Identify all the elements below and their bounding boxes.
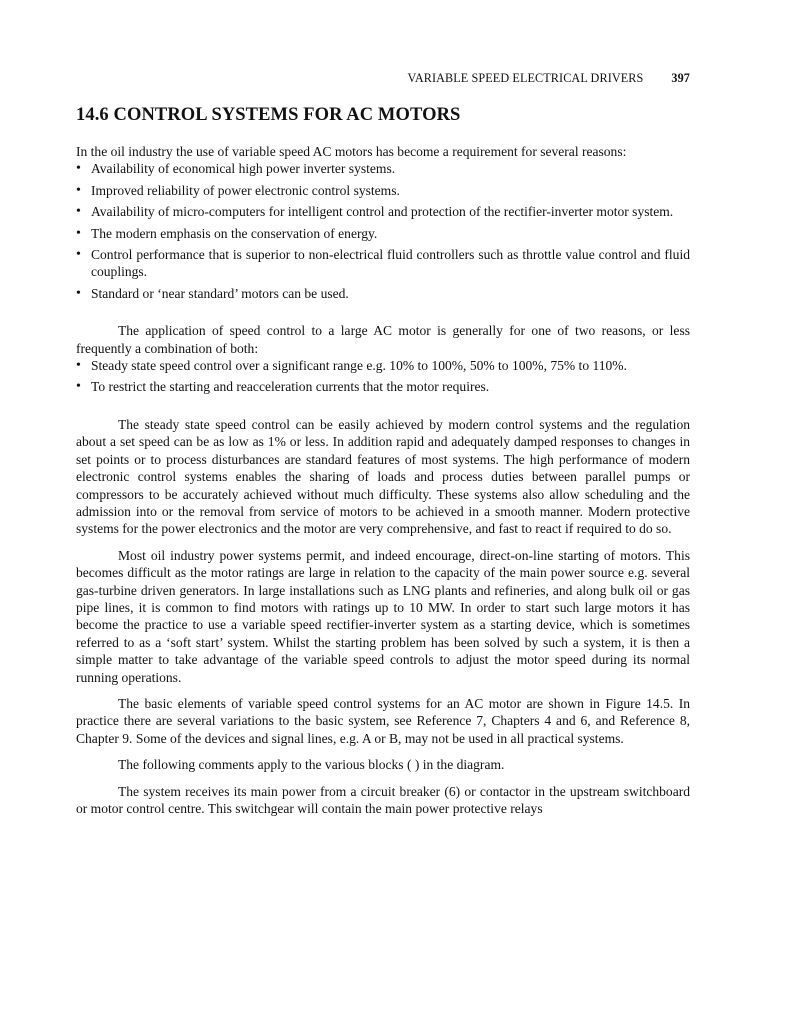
reasons-list [76,160,690,302]
intro-paragraph: In the oil industry the use of variable speed AC motors has become a requirement for several reasons: [76,144,627,159]
list-item: • Control performance that is superior to non-electrical fluid controllers such as throttle value control and fluid couplings. [76,246,690,281]
list-item: • Steady state speed control over a significant range e.g. 10% to 100%, 50% to 100%, 75% to 110%. [76,357,690,374]
body-paragraph: The basic elements of variable speed control systems for an AC motor are shown in Figure 14.5. In practice there are several variations to the basic system, see Reference 7, Chapters 4 and 6, and Reference 8, Chapter 9. Some of the devices and signal lines, e.g. A or B, may not be used in all practical systems. [76,695,690,746]
body-paragraph: The steady state speed control can be easily achieved by modern control systems and the regulation about a set speed can be as low as 1% or less. In addition rapid and adequately damped responses to changes in set points or to process disturbances are standard features of most systems. The high performance of modern electronic control systems enables the sharing of loads and process duties between parallel pumps or compressors to be accurately achieved without much difficulty. These systems also allow scheduling and the admission into or the removal from service of motors to be achieved in a smooth manner. Modern protective systems for the power electronics and the motor are very comprehensive, and fast to react if required to do so. [76,416,690,537]
page-body [76,104,690,817]
section-heading: 14.6 CONTROL SYSTEMS FOR AC MOTORS [76,105,461,125]
list-item: • Standard or ‘near standard’ motors can be used. [76,285,690,302]
list-item: • Availability of micro-computers for intelligent control and protection of the rectifier-inverter motor system. [76,203,690,220]
page-number: 397 [671,71,690,85]
list-item: • Availability of economical high power inverter systems. [76,160,690,177]
body-paragraph: The following comments apply to the various blocks ( ) in the diagram. [118,757,505,773]
body-paragraph: The system receives its main power from a circuit breaker (6) or contactor in the upstream switchboard or motor control centre. This switchgear will contain the main power protective relays [76,783,690,816]
list-item: • Improved reliability of power electronic control systems. [76,182,690,199]
list-item: • To restrict the starting and reacceleration currents that the motor requires. [76,378,690,395]
running-header [76,71,690,86]
application-reasons-list [76,357,690,396]
running-title: VARIABLE SPEED ELECTRICAL DRIVERS [407,71,644,85]
body-paragraph: Most oil industry power systems permit, and indeed encourage, direct-on-line starting of motors. This becomes difficult as the motor ratings are large in relation to the capacity of the main power source e.g. several gas-turbine driven generators. In large installations such as LNG plants and refineries, and along bulk oil or gas pipe lines, it is common to find motors with ratings up to 10 MW. In order to start such large motors it has become the practice to use a variable speed rectifier-inverter system as a starting device, which is sometimes referred to as a ‘soft start’ system. Whilst the starting problem has been solved by such a system, it is then a simple matter to take advantage of the variable speed controls to adjust the motor speed during its normal running operations. [76,547,690,685]
application-paragraph: The application of speed control to a large AC motor is generally for one of two reasons, or less frequently a combination of both: [76,323,690,356]
list-item: • The modern emphasis on the conservation of energy. [76,225,690,242]
